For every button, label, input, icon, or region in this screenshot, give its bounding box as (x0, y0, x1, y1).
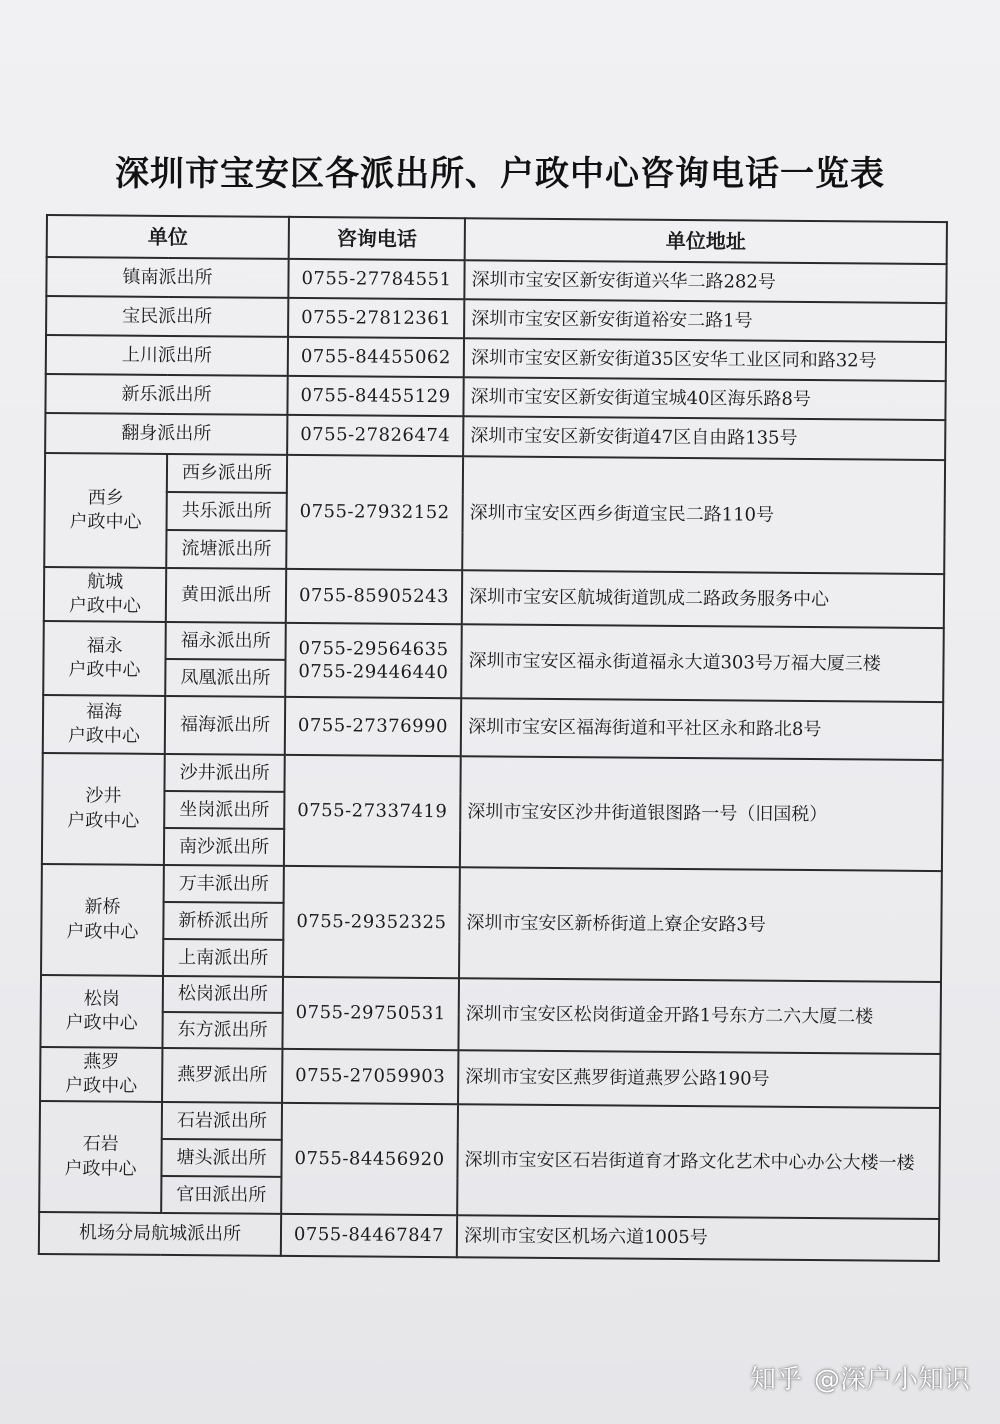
center-cell-shiyan: 石岩 户政中心 (39, 1101, 162, 1213)
phone-cell: 0755-84467847 (281, 1214, 457, 1257)
station-cell: 福永派出所 (166, 622, 286, 660)
address-cell: 深圳市宝安区松岗街道金开路1号东方二六大厦二楼 (458, 978, 941, 1054)
station-cell: 燕罗派出所 (162, 1048, 282, 1103)
phone-cell: 0755-29352325 (283, 866, 460, 978)
phone-cell: 0755-27932152 (286, 455, 463, 570)
address-cell: 深圳市宝安区福海街道和平社区永和路北8号 (461, 698, 943, 760)
station-cell: 新桥派出所 (163, 902, 283, 940)
address-cell: 深圳市宝安区航城街道凯成二路政务服务中心 (462, 570, 944, 628)
address-cell: 深圳市宝安区新安街道宝城40区海乐路8号 (463, 377, 945, 420)
table-header-row (47, 215, 947, 264)
phone-cell: 0755-27826474 (287, 415, 463, 456)
phone-cell: 0755-84456920 (281, 1103, 458, 1215)
center-cell-hangcheng: 航城 户政中心 (44, 567, 166, 622)
phone-cell: 0755-27337419 (284, 755, 461, 867)
watermark-author: @深户小知识 (813, 1365, 970, 1395)
unit-cell: 镇南派出所 (46, 257, 288, 298)
table-row (39, 1212, 939, 1261)
station-cell: 东方派出所 (162, 1012, 282, 1049)
table-body (39, 257, 947, 1261)
address-cell: 深圳市宝安区新桥街道上寮企安路3号 (459, 867, 942, 982)
phone-cell: 0755-29564635 0755-29446440 (285, 623, 462, 698)
unit-cell: 上川派出所 (46, 335, 288, 376)
center-cell-shajing: 沙井 户政中心 (42, 753, 165, 865)
unit-cell: 宝民派出所 (46, 296, 288, 337)
watermark (750, 1359, 970, 1396)
address-cell: 深圳市宝安区燕罗街道燕罗公路190号 (458, 1050, 940, 1108)
station-cell: 黄田派出所 (166, 568, 286, 623)
address-cell: 深圳市宝安区新安街道裕安二路1号 (464, 299, 946, 342)
center-cell-fuhai: 福海 户政中心 (43, 695, 165, 754)
address-cell: 深圳市宝安区沙井街道银图路一号（旧国税） (460, 756, 943, 871)
unit-cell: 新乐派出所 (45, 374, 287, 415)
station-cell: 塘头派出所 (161, 1139, 281, 1177)
table-row (40, 1047, 940, 1108)
address-cell: 深圳市宝安区新安街道35区安华工业区同和路32号 (464, 338, 946, 381)
center-cell-xinqiao: 新桥 户政中心 (41, 864, 164, 976)
unit-cell: 机场分局航城派出所 (39, 1212, 281, 1256)
header-phone: 咨询电话 (289, 217, 465, 260)
phone-cell: 0755-85905243 (286, 569, 462, 624)
unit-cell: 翻身派出所 (45, 413, 287, 455)
address-cell: 深圳市宝安区石岩街道育才路文化艺术中心办公大楼一楼 (457, 1104, 940, 1219)
phone-cell: 0755-27376990 (285, 697, 461, 756)
contact-table (38, 214, 948, 1262)
center-cell-fuyong: 福永 户政中心 (43, 621, 166, 696)
table-row (44, 567, 944, 628)
address-cell: 深圳市宝安区新安街道兴华二路282号 (464, 260, 946, 303)
station-cell: 南沙派出所 (164, 828, 284, 866)
address-cell: 深圳市宝安区福永街道福永大道303号万福大厦三楼 (461, 624, 944, 702)
address-cell: 深圳市宝安区新安街道47区自由路135号 (463, 416, 945, 460)
address-cell: 深圳市宝安区机场六道1005号 (457, 1215, 939, 1261)
header-address: 单位地址 (465, 218, 947, 264)
phone-cell: 0755-27784551 (288, 259, 464, 299)
station-cell: 石岩派出所 (162, 1102, 282, 1140)
station-cell: 万丰派出所 (164, 865, 284, 903)
station-cell: 坐岗派出所 (164, 791, 284, 829)
station-cell: 官田派出所 (161, 1176, 281, 1214)
station-cell: 上南派出所 (163, 939, 283, 977)
page-title: 深圳市宝安区各派出所、户政中心咨询电话一览表 (115, 154, 885, 194)
station-cell: 流塘派出所 (166, 530, 286, 569)
station-cell: 共乐派出所 (167, 492, 287, 531)
station-cell: 西乡派出所 (167, 454, 287, 493)
center-cell-xixiang: 西乡 户政中心 (44, 453, 167, 568)
station-cell: 福海派出所 (165, 696, 285, 755)
station-cell: 凤凰派出所 (165, 659, 285, 697)
phone-cell: 0755-84455062 (288, 337, 464, 377)
center-cell-yanluo: 燕罗 户政中心 (40, 1047, 162, 1102)
watermark-brand: 知乎 (749, 1365, 802, 1395)
station-cell: 沙井派出所 (164, 754, 284, 792)
phone-cell: 0755-27812361 (288, 298, 464, 338)
table-row (45, 413, 945, 460)
phone-cell: 0755-84455129 (287, 376, 463, 416)
phone-cell: 0755-29750531 (282, 977, 459, 1050)
address-cell: 深圳市宝安区西乡街道宝民二路110号 (462, 456, 945, 574)
header-unit: 单位 (47, 215, 289, 259)
phone-cell: 0755-27059903 (282, 1049, 458, 1104)
center-cell-songgang: 松岗 户政中心 (40, 975, 163, 1048)
station-cell: 松岗派出所 (163, 976, 283, 1013)
table-row (43, 695, 943, 760)
